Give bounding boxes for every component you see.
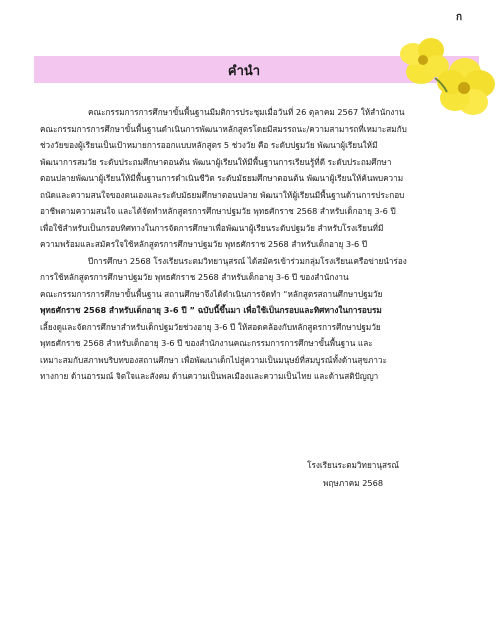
paragraph-line: เพื่อใช้สำหรับเป็นกรอบทิศทางในการจัดการศึกษาเพื่อพัฒนาผู้เรียนระดับปฐมวัย สำหรับโรงเรียนที่มี: [40, 222, 384, 233]
paragraph-line: พุทธศักราช 2568 สำหรับเด็กอายุ 3-6 ปี ” ฉบับนี้ขึ้นมา เพื่อใช้เป็นกรอบและทิศทางในการอบรม: [40, 305, 382, 315]
signature-organization: โรงเรียนระตมวิทยานุสรณ์: [307, 460, 399, 470]
paragraph-line: คณะกรรมการการศึกษาขั้นพื้นฐาน สถานศึกษาจึงได้ดำเนินการจัดทำ “หลักสูตรสถานศึกษาปฐมวัย: [40, 288, 383, 299]
paragraph-line: คณะกรรมการการศึกษาขั้นพื้นฐานมีมติการประชุมเมื่อวันที่ 26 ตุลาคม 2567 ให้สำนักงาน: [88, 107, 405, 117]
paragraph-line: ช่วงวัยของผู้เรียนเป็นเป้าหมายการออกแบบหลักสูตร 5 ช่วงวัย คือ ระดับปฐมวัย พัฒนาผู้เรียนให้มี: [40, 140, 378, 150]
paragraph-line: การใช้หลักสูตรการศึกษาปฐมวัย พุทธศักราช 2568 สำหรับเด็กอายุ 3-6 ปี ของสำนักงาน: [40, 272, 349, 282]
paragraph-line: ความพร้อมและสมัครใจใช้หลักสูตรการศึกษาปฐมวัย พุทธศักราช 2568 สำหรับเด็กอายุ 3-6 ปี: [40, 239, 368, 249]
paragraph-line: พุทธศักราช 2568 สำหรับเด็กอายุ 3-6 ปี ของสำนักงานคณะกรรมการการศึกษาขั้นพื้นฐาน และ: [40, 338, 373, 348]
paragraph-line: เลี้ยงดูและจัดการศึกษาสำหรับเด็กปฐมวัยช่วงอายุ 3-6 ปี ให้สอดคล้องกับหลักสูตรการศึกษาปฐมวัย: [40, 321, 381, 332]
paragraph-line: ปีการศึกษา 2568 โรงเรียนระตมวิทยานุสรณ์ ได้สมัครเข้าร่วมกลุ่มโรงเรียนเครือข่ายนำร่อง: [88, 255, 407, 266]
paragraph-line: คณะกรรมการการศึกษาขั้นพื้นฐานดำเนินการพัฒนาหลักสูตรโดยมีสมรรถนะ/ความสามารถที่เหมาะสมกับ: [40, 123, 407, 134]
paragraph-line: พัฒนาการสมวัย ระดับประถมศึกษาตอนต้น พัฒนาผู้เรียนให้มีพื้นฐานการเรียนรู้ที่ดี ระดับประถมศึกษา: [40, 156, 392, 167]
paragraph-line: ทางกาย ด้านอารมณ์ จิตใจและสังคม ด้านความเป็นพลเมืองและความเป็นไทย และด้านสติปัญญา: [40, 371, 379, 381]
signature-block: [298, 456, 408, 492]
page-title: คำนำ: [227, 64, 261, 79]
paragraph-line: อาชีพตามความสนใจ และได้จัดทำหลักสูตรการศึกษาปฐมวัย พุทธศักราช 2568 สำหรับเด็กอายุ 3-6 ปี: [40, 206, 396, 216]
signature-date: พฤษภาคม 2568: [322, 478, 384, 488]
paragraph-line: ถนัดและความสนใจของตนเองและระดับมัธยมศึกษาตอนปลาย พัฒนาให้ผู้เรียนมีพื้นฐานด้านการประกอบ: [40, 189, 405, 200]
paragraph-line: เหมาะสมกับสภาพบริบทของสถานศึกษา เพื่อพัฒนาเด็กไปสู่ความเป็นมนุษย์ที่สมบูรณ์ทั้งด้านสุขภาวะ: [40, 354, 387, 365]
paragraph-line: ตอนปลายพัฒนาผู้เรียนให้มีพื้นฐานการดำเนินชีวิต ระดับมัธยมศึกษาตอนต้น พัฒนาผู้เรียนให้ค้นพบความ: [40, 173, 404, 183]
foreword-body: [40, 104, 470, 385]
page-number: ก: [456, 12, 463, 23]
